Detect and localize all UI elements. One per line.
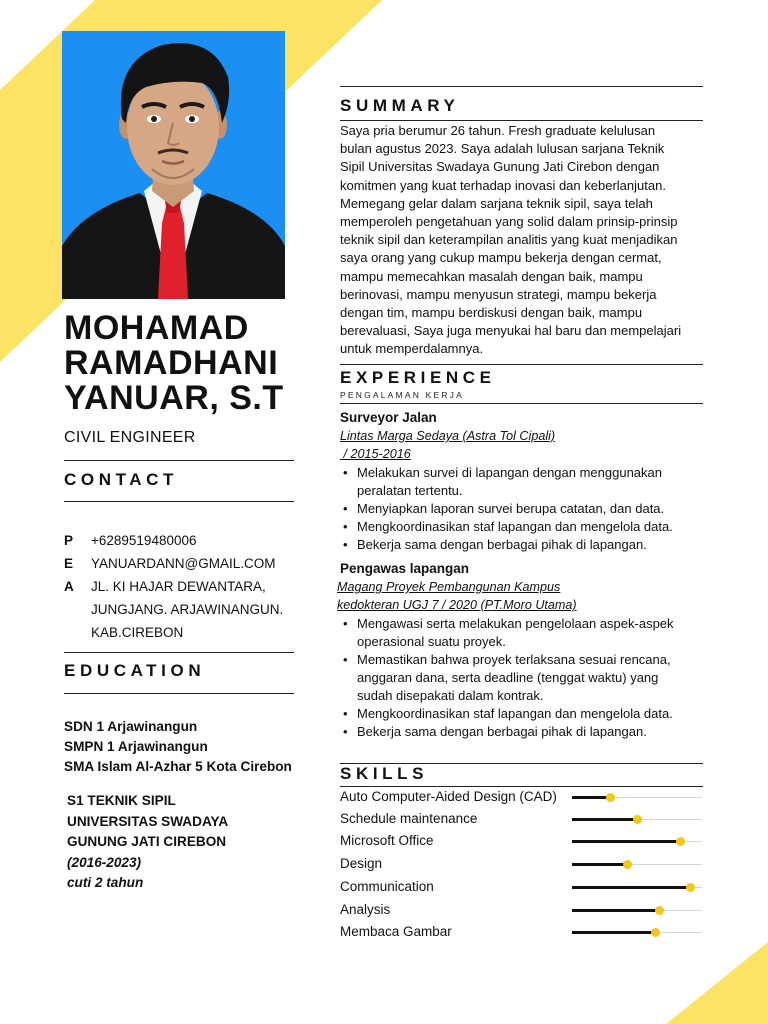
duty-item — [340, 615, 710, 651]
summary-line: teknik sipil dan keterampilan analitis yang kuat menjadikan — [340, 232, 678, 248]
divider — [64, 652, 294, 653]
divider — [64, 693, 294, 694]
summary-line: memperoleh pengetahuan yang solid dalam prinsip-prinsip — [340, 214, 678, 230]
summary-line: mampu memecahkan masalah dengan baik, mampu — [340, 268, 643, 284]
email-key: E — [64, 556, 74, 571]
job-company[interactable]: Magang Proyek Pembangunan Kampus — [337, 580, 561, 594]
job-duties — [340, 464, 710, 554]
email-value[interactable]: YANUARDANN@GMAIL.COM — [91, 556, 276, 571]
university-line: UNIVERSITAS SWADAYA — [67, 813, 229, 829]
contact-list — [64, 529, 304, 644]
name-line-3: YANUAR, S.T — [64, 379, 284, 417]
skill-fill — [572, 840, 680, 843]
job-duties — [340, 615, 710, 741]
address-line: KAB.CIREBON — [91, 625, 184, 640]
skill-level-handle — [686, 883, 695, 892]
divider — [64, 501, 294, 502]
duty-text: • Bekerja sama dengan berbagai pihak di lapangan. — [357, 724, 647, 739]
divider — [340, 364, 703, 365]
address-line: JL. KI HAJAR DEWANTARA, — [91, 579, 266, 594]
job-entry — [340, 409, 710, 554]
job-title: Surveyor Jalan — [340, 410, 437, 425]
duty-item — [340, 536, 710, 554]
divider — [340, 86, 703, 87]
university-note: cuti 2 tahun — [67, 875, 144, 890]
duty-item — [340, 464, 710, 500]
skill-item — [340, 787, 705, 807]
skill-item — [340, 809, 705, 829]
summary-line: Memegang gelar dalam sarjana teknik sipil, saya telah — [340, 195, 653, 211]
divider — [340, 120, 703, 121]
duty-text: sudah disepakati dalam kontrak. — [357, 688, 544, 703]
skill-name: Analysis — [340, 902, 391, 917]
skill-track — [572, 887, 702, 888]
skill-name: Membaca Gambar — [340, 924, 452, 939]
full-name — [64, 311, 304, 416]
skill-track — [572, 819, 702, 820]
duty-text: peralatan tertentu. — [357, 483, 463, 498]
skill-item — [340, 922, 705, 942]
summary-line: untuk memperdalamnya. — [340, 341, 484, 357]
summary-heading: SUMMARY — [340, 96, 460, 115]
contact-phone — [64, 529, 304, 552]
job-period[interactable]: / 2015-2016 — [340, 447, 411, 461]
summary-line: berinovasi, mampu menyusun strategi, mampu bekerja — [340, 286, 657, 302]
skill-track — [572, 932, 702, 933]
skill-item — [340, 877, 705, 897]
skill-track — [572, 841, 702, 842]
phone-value[interactable]: +6289519480006 — [91, 533, 197, 548]
skill-track — [572, 910, 702, 911]
skill-name: Design — [340, 856, 383, 871]
job-entry — [337, 560, 710, 741]
name-line-1: MOHAMAD — [64, 309, 249, 347]
duty-item — [340, 705, 710, 723]
summary-line: bulan agustus 2023. Saya adalah lulusan sarjana Teknik — [340, 141, 665, 157]
skill-level-handle — [606, 793, 615, 802]
contact-address — [64, 575, 304, 644]
job-company[interactable]: Lintas Marga Sedaya (Astra Tol Cipali) — [340, 429, 556, 443]
divider — [64, 460, 294, 461]
school-item: SDN 1 Arjawinangun — [64, 719, 198, 734]
skill-level-handle — [633, 815, 642, 824]
job-period[interactable]: kedokteran UGJ 7 / 2020 (PT.Moro Utama) — [337, 598, 577, 612]
experience-heading: EXPERIENCE — [340, 368, 496, 387]
address-value — [91, 575, 304, 644]
duty-text: anggaran dana, serta deadline (tenggat waktu) yang — [357, 670, 659, 685]
school-item: SMA Islam Al-Azhar 5 Kota Cirebon — [64, 759, 292, 774]
experience-subheading: PENGALAMAN KERJA — [340, 390, 465, 400]
decor-bottom-right — [660, 930, 768, 1024]
duty-text: • Mengkoordinasikan staf lapangan dan mengelola data. — [357, 519, 673, 534]
school-list — [64, 717, 314, 777]
duty-text: • Bekerja sama dengan berbagai pihak di lapangan. — [357, 537, 647, 552]
skills-heading: SKILLS — [340, 764, 429, 783]
university-line: GUNUNG JATI CIREBON — [67, 834, 227, 849]
education-heading: EDUCATION — [64, 661, 206, 680]
duty-text: • Mengawasi serta melakukan pengelolaan aspek-aspek — [357, 616, 674, 631]
contact-email — [64, 552, 304, 575]
university-line: S1 TEKNIK SIPIL — [67, 793, 176, 808]
university-block — [67, 791, 307, 894]
phone-key: P — [64, 533, 74, 548]
duty-item — [340, 651, 710, 705]
duty-text: • Melakukan survei di lapangan dengan menggunakan — [357, 465, 662, 480]
skill-name: Auto Computer-Aided Design (CAD) — [340, 789, 557, 804]
skill-fill — [572, 909, 659, 912]
profile-photo — [62, 31, 285, 299]
skill-name: Communication — [340, 879, 434, 894]
skill-fill — [572, 863, 627, 866]
skill-fill — [572, 796, 610, 799]
skill-item — [340, 854, 705, 874]
contact-heading: CONTACT — [64, 470, 179, 489]
divider — [340, 403, 703, 404]
skill-fill — [572, 931, 655, 934]
skill-track — [572, 797, 702, 798]
summary-line: Sipil Universitas Swadaya Gunung Jati Cirebon dengan — [340, 159, 660, 175]
summary-line: saya orang yang cukup mampu bekerja dengan cermat, — [340, 250, 662, 266]
duty-text: • Memastikan bahwa proyek terlaksana sesuai rencana, — [357, 652, 671, 667]
skill-track — [572, 864, 702, 865]
duty-item — [340, 723, 710, 741]
job-title: Pengawas lapangan — [340, 561, 470, 576]
summary-line: Saya pria berumur 26 tahun. Fresh graduate kelulusan — [340, 123, 656, 138]
skill-item — [340, 831, 705, 851]
university-years: (2016-2023) — [67, 854, 142, 870]
school-item: SMPN 1 Arjawinangun — [64, 739, 208, 754]
summary-line: berevaluasi, Saya juga menyukai hal baru dan mempelajari — [340, 323, 682, 339]
skill-item — [340, 900, 705, 920]
skill-name: Microsoft Office — [340, 833, 434, 848]
address-key: A — [64, 579, 74, 594]
address-line: JUNGJANG. ARJAWINANGUN. — [91, 602, 284, 617]
skill-fill — [572, 886, 690, 889]
duty-text: operasional suatu proyek. — [357, 634, 506, 649]
skill-level-handle — [655, 906, 664, 915]
summary-line: komitmen yang kuat terhadap inovasi dan keberlanjutan. — [340, 177, 666, 193]
duty-item — [340, 500, 710, 518]
duty-text: • Menyiapkan laporan survei berupa catatan, dan data. — [357, 501, 665, 516]
duty-text: • Mengkoordinasikan staf lapangan dan mengelola data. — [357, 706, 673, 721]
skill-fill — [572, 818, 637, 821]
summary-text — [340, 122, 708, 359]
job-role: CIVIL ENGINEER — [64, 429, 196, 446]
skill-level-handle — [623, 860, 632, 869]
skill-level-handle — [676, 837, 685, 846]
skill-level-handle — [651, 928, 660, 937]
skill-name: Schedule maintenance — [340, 811, 478, 826]
duty-item — [340, 518, 710, 536]
name-line-2: RAMADHANI — [64, 344, 279, 382]
summary-line: dengan tim, mampu berdiskusi dengan baik, mampu — [340, 305, 643, 321]
